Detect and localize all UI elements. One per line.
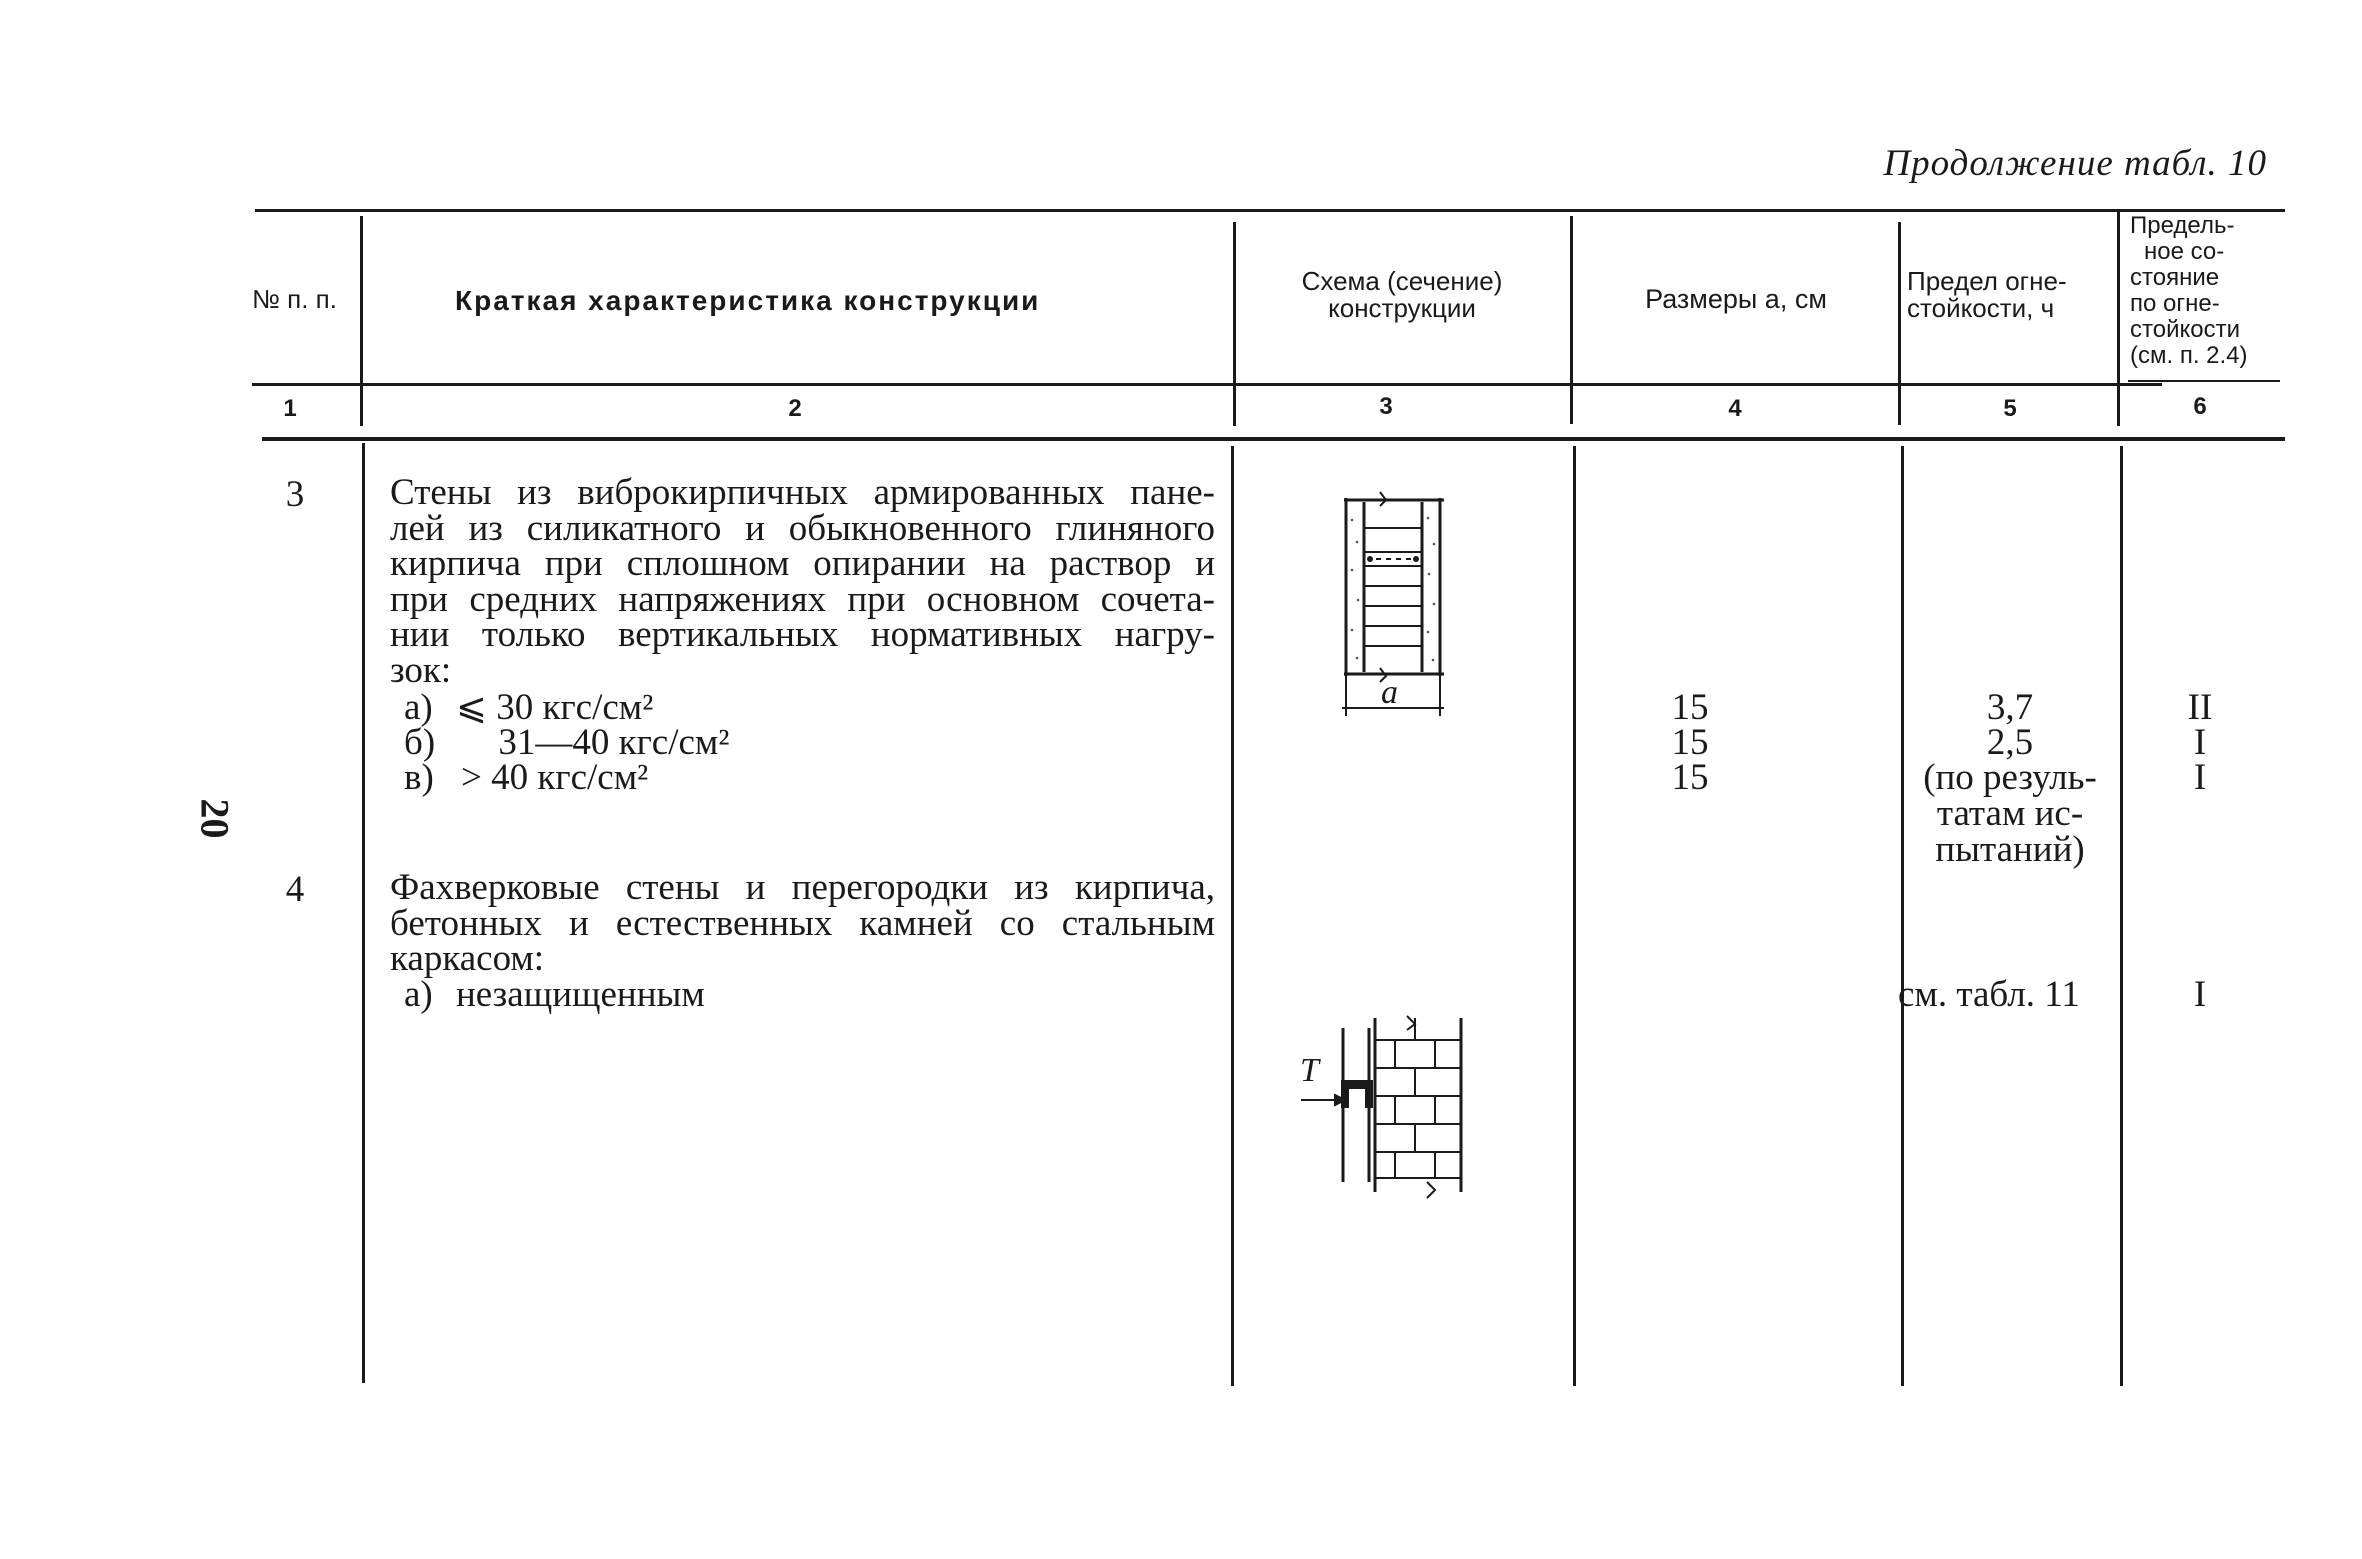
header-col6-line: стояние	[2130, 264, 2220, 291]
row4-limit-a: см. табл. 11	[1898, 974, 2080, 1015]
row3-size-c: 15	[1671, 757, 1709, 798]
header-col3-line1: Схема (сечение)	[1301, 266, 1503, 296]
row3-number: 3	[285, 474, 305, 515]
row3-description-line: зок:	[390, 649, 452, 691]
row3-limit-c-cont1: татам ис-	[1936, 793, 2084, 834]
row4-subitem-a	[404, 974, 705, 1015]
row4-scheme-temperature-label: T	[1300, 1052, 1319, 1089]
row3-description-line: при средних напряжениях при основном сочета-	[390, 578, 1215, 620]
header-col6-line: по огне-	[2130, 290, 2220, 317]
row4-number: 4	[285, 869, 305, 910]
subitem-label: б)	[404, 722, 436, 763]
header-col2: Краткая характеристика конструкции	[455, 285, 1041, 316]
col-divider-4-body	[1901, 446, 1904, 1386]
table-header-rule-col6	[2128, 380, 2280, 382]
row3-state-b: I	[2193, 722, 2207, 763]
table-top-rule	[255, 209, 2285, 212]
col-divider-5-body	[2120, 446, 2123, 1386]
header-col3-line2: конструкции	[1328, 293, 1476, 323]
row3-description-line: Стены из виброкирпичных армированных пане-	[390, 472, 1215, 513]
col-divider-2-body	[1231, 446, 1234, 1386]
row4-description-line: бетонных и естественных камней со стальным	[390, 902, 1215, 944]
col-divider-1-body	[362, 443, 365, 1383]
header-col6-line: стойкости	[2130, 316, 2240, 343]
column-number-4: 4	[1728, 395, 1742, 422]
row3-scheme-panel-section	[1340, 490, 1460, 726]
row3-description-line: нии только вертикальных нормативных нагру-	[390, 614, 1215, 655]
header-col1: № п. п.	[252, 284, 337, 314]
subitem-label: в)	[404, 757, 434, 798]
page-number: 20	[192, 798, 238, 839]
subitem-text: 31—40 кгс/см²	[498, 722, 730, 763]
table-numbers-rule	[262, 437, 2285, 441]
row4-description-line: Фахверковые стены и перегородки из кирпича,	[390, 867, 1215, 908]
row4-description-line: каркасом:	[390, 938, 545, 979]
col-divider-2	[1233, 222, 1236, 426]
column-number-5: 5	[2003, 395, 2017, 422]
row3-limit-a: 3,7	[1986, 687, 2034, 728]
row3-size-b: 15	[1671, 722, 1709, 763]
row4-scheme-steel-frame-wall	[1295, 1010, 1475, 1200]
row3-subitem-b	[404, 722, 730, 763]
column-number-2: 2	[788, 395, 802, 422]
subitem-label: а)	[404, 687, 433, 728]
subitem-text: > 40 кгс/см²	[461, 757, 649, 798]
col-divider-1	[360, 216, 363, 426]
table-header-rule	[252, 383, 2162, 386]
row4-description	[390, 867, 1215, 979]
header-col3	[1236, 268, 1568, 322]
row3-subitem-a	[404, 687, 654, 728]
header-col4: Размеры a, см	[1645, 284, 1827, 314]
column-number-6: 6	[2193, 393, 2207, 420]
row3-limit-c: (по резуль-	[1923, 757, 2097, 798]
subitem-label: а)	[404, 974, 433, 1015]
row3-limit-c-cont2: пытаний)	[1935, 829, 2085, 870]
row3-description-line: лей из силикатного и обыкновенного глиняного	[390, 507, 1215, 549]
header-col6-line: (см. п. 2.4)	[2130, 342, 2248, 369]
header-col6-line: Предель-	[2130, 212, 2235, 239]
header-col5	[1901, 268, 2123, 322]
row3-state-c: I	[2193, 757, 2207, 798]
col-divider-3-body	[1573, 446, 1576, 1386]
header-col6	[2122, 213, 2290, 369]
row3-state-a: II	[2187, 687, 2213, 728]
header-col5-line2: стойкости, ч	[1907, 293, 2055, 323]
row3-description	[390, 472, 1215, 691]
col-divider-3	[1570, 216, 1573, 424]
col-divider-4	[1898, 222, 1901, 425]
header-col5-line1: Предел огне-	[1907, 266, 2067, 296]
subitem-text: незащищенным	[456, 974, 705, 1015]
row3-limit-b: 2,5	[1986, 722, 2034, 763]
row3-description-line: кирпича при сплошном опирании на раствор и	[390, 543, 1215, 584]
row3-subitem-c	[404, 757, 649, 798]
row4-state-a: I	[2193, 974, 2207, 1015]
row3-size-a: 15	[1671, 687, 1709, 728]
table-continuation-title: Продолжение табл. 10	[1883, 143, 2267, 184]
column-number-1: 1	[283, 395, 297, 422]
row3-scheme-dimension-label: a	[1381, 674, 1398, 711]
header-col6-line: ное со-	[2144, 238, 2225, 265]
subitem-text: ⩽ 30 кгс/см²	[456, 687, 654, 728]
column-number-3: 3	[1379, 393, 1393, 420]
